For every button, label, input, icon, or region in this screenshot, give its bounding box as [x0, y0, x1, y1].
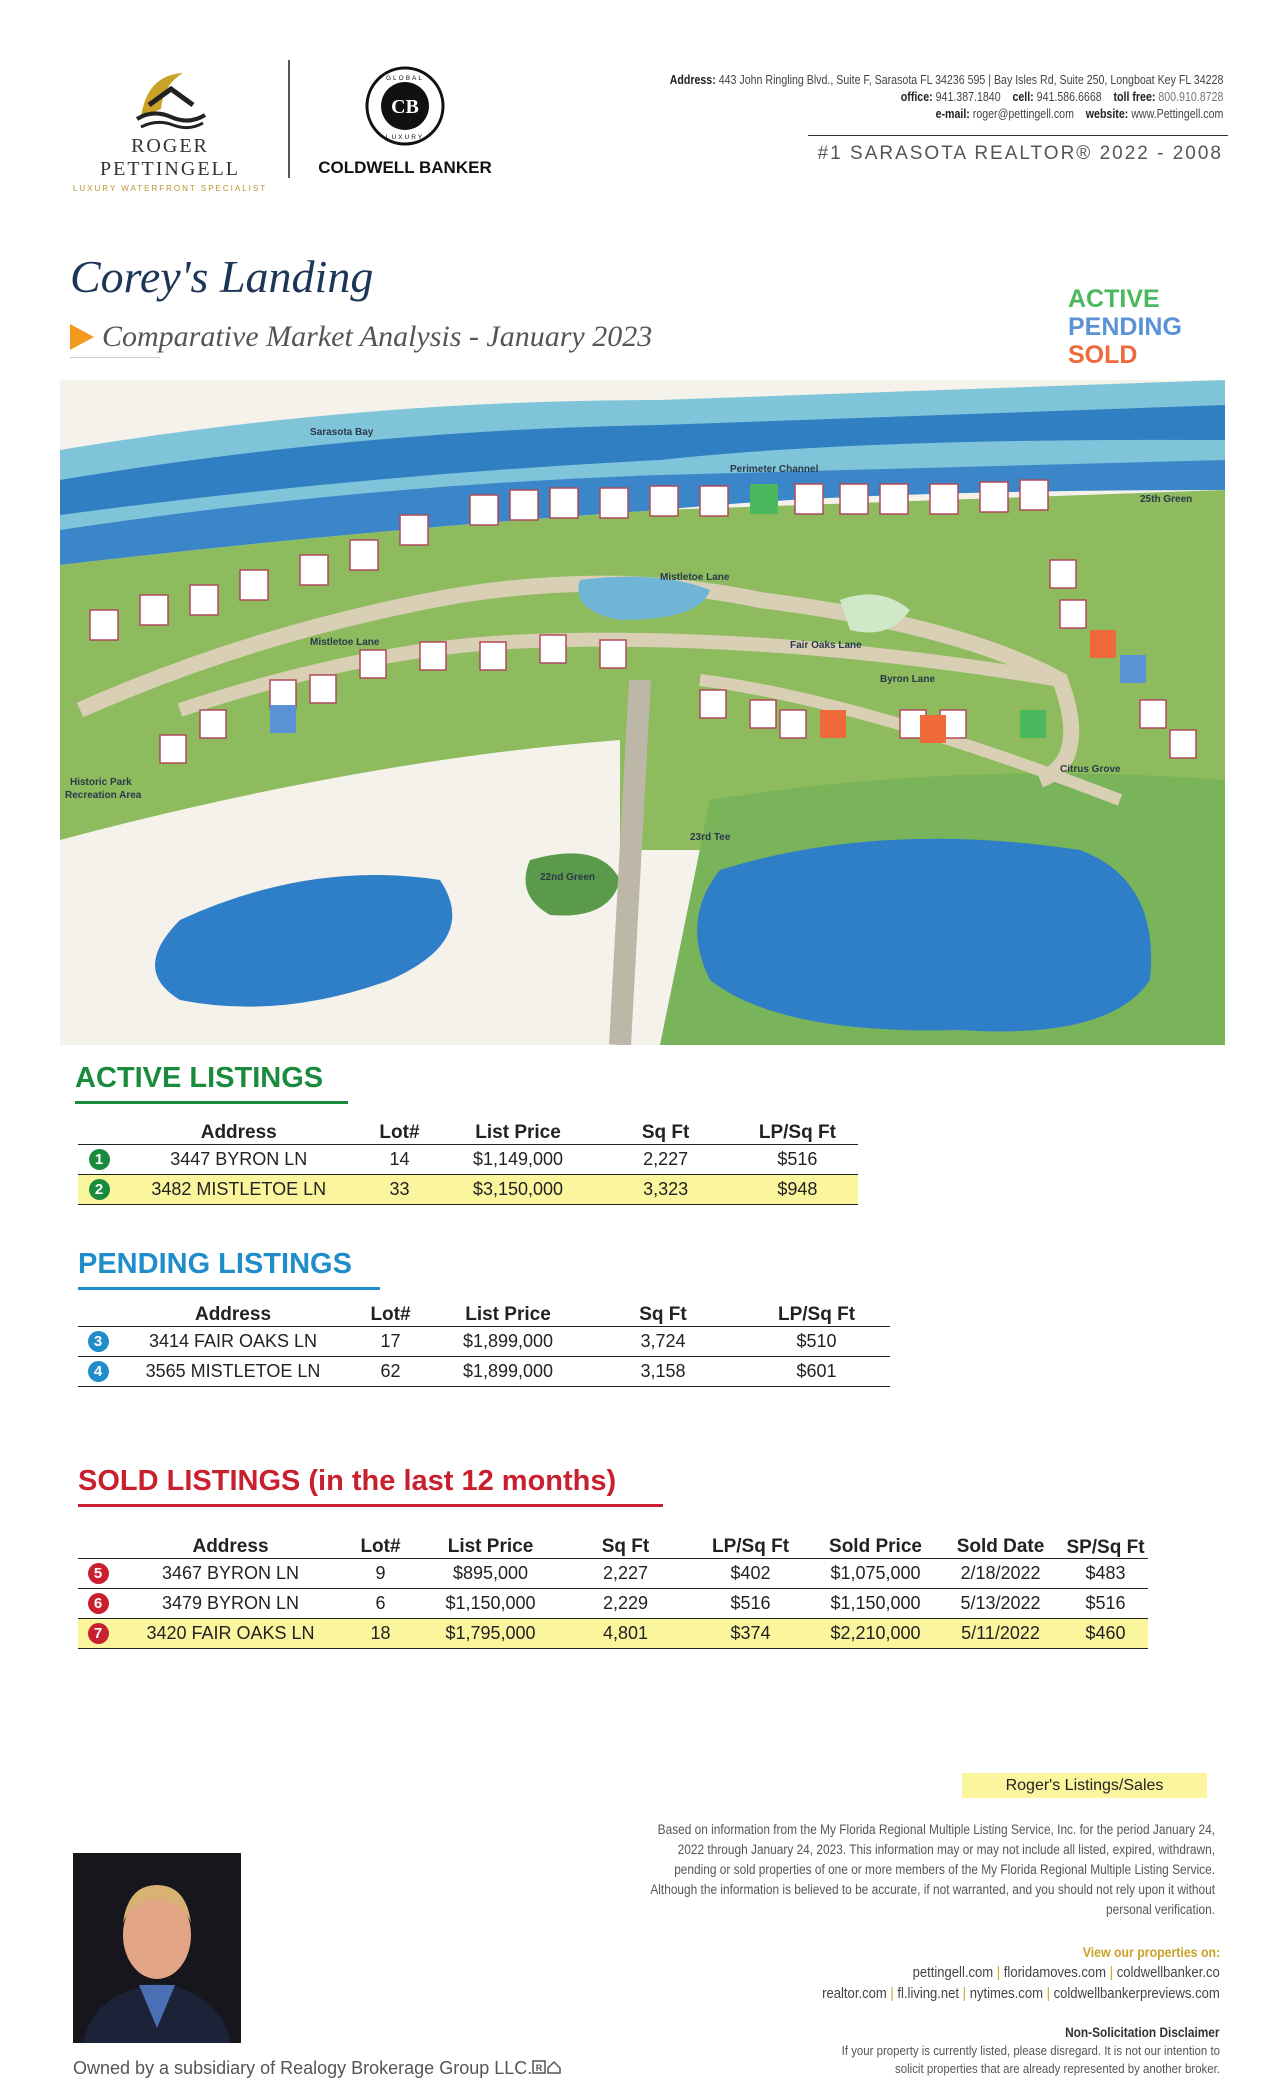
link-nytimes[interactable]: nytimes.com [969, 1986, 1044, 2002]
col-lp-sqft: LP/Sq Ft [711, 1535, 790, 1557]
map-label-park2: Recreation Area [65, 790, 142, 801]
equal-housing-icon [532, 2060, 562, 2074]
col-lot: Lot# [360, 1535, 401, 1557]
cell-address: 3420 FAIR OAKS LN [118, 1618, 343, 1648]
col-address: Address [192, 1535, 269, 1557]
mls-disclaimer: Based on information from the My Florida Regional Multiple Listing Service, Inc. for the period January 24, 2022 through January 24, 2023. This information may or may not include all listed, expired, withdrawn, pending or sold properties of one or more members of the My Florida Regional Multiple Listing Service. Although the information is believed to be accurate, if not warranted, and you should not rely upon it without personal verification. [650, 1822, 1215, 1917]
property-links: pettingell.com | floridamoves.com | coldwellbanker.co realtor.com | fl.living.net | nytimes.com | coldwellbankerpreviews.com [822, 1965, 1220, 2002]
link-pettingell[interactable]: pettingell.com [912, 1965, 994, 1981]
cell-list-price: $1,899,000 [433, 1356, 583, 1386]
table-row [78, 1356, 890, 1386]
ownership-text: Owned by a subsidiary of Realogy Brokerage Group LLC. [73, 2058, 533, 2078]
map-lot-17-pending [1120, 655, 1146, 683]
svg-text:LUXURY: LUXURY [385, 134, 425, 141]
cell-sqft: 2,227 [563, 1558, 688, 1588]
cell-sqft: 2,229 [563, 1588, 688, 1618]
agent-name: ROGER PETTINGELL [100, 135, 240, 180]
cell-list-price: $1,795,000 [418, 1618, 563, 1648]
cell-lp-sqft: $516 [688, 1588, 813, 1618]
cell-lot: 62 [348, 1356, 433, 1386]
cell-address: 3479 BYRON LN [118, 1588, 343, 1618]
cell-list-price: $895,000 [418, 1558, 563, 1588]
pending-table [78, 1300, 890, 1387]
pending-heading-rule [78, 1287, 380, 1290]
map-label-park: Historic Park [70, 777, 132, 788]
ownership-notice [73, 2058, 562, 2079]
cell-lp-sqft: $510 [743, 1326, 890, 1356]
agent-portrait-icon [73, 1853, 241, 2043]
agent-logo [65, 65, 275, 193]
sold-heading-rule [78, 1504, 663, 1507]
table-row [78, 1174, 858, 1204]
col-list-price: List Price [447, 1535, 534, 1557]
subtitle-rule [70, 357, 160, 358]
row-number: 6 [88, 1593, 109, 1614]
svg-text:CB: CB [391, 96, 419, 118]
cell-address: 3482 MISTLETOE LN [120, 1174, 357, 1204]
cell-sqft: 3,323 [594, 1174, 736, 1204]
active-heading-rule [75, 1101, 348, 1104]
logo-divider [288, 60, 290, 178]
cell-sqft: 2,227 [594, 1144, 736, 1174]
contact-block [669, 72, 1223, 123]
link-floridamoves[interactable]: floridamoves.com [1004, 1965, 1107, 1981]
cell-lp-sqft: $374 [688, 1618, 813, 1648]
nonsolicitation-title: Non-Solicitation Disclaimer [1065, 2025, 1220, 2040]
brokerage-name: COLDWELL BANKER [318, 158, 492, 177]
website-link[interactable]: www.Pettingell.com [1130, 107, 1223, 121]
cell-sqft: 4,801 [563, 1618, 688, 1648]
page-title: Corey's Landing [70, 251, 374, 302]
pending-heading: PENDING LISTINGS [78, 1248, 352, 1280]
col-sold-price: Sold Price [829, 1535, 922, 1557]
cell-lot: 17 [348, 1326, 433, 1356]
col-lp-sqft: LP/Sq Ft [777, 1303, 856, 1325]
map-lot-6-sold [820, 710, 846, 738]
cell-lp-sqft: $948 [737, 1174, 858, 1204]
map-label-25th-green: 25th Green [1140, 494, 1193, 505]
cell-lot: 33 [357, 1174, 441, 1204]
col-sqft: Sq Ft [601, 1535, 650, 1557]
link-coldwellbanker[interactable]: coldwellbanker.co [1116, 1965, 1220, 1981]
row-number: 3 [88, 1331, 109, 1352]
tollfree-label: toll free: [1113, 90, 1156, 104]
view-properties-label: View our properties on: [1082, 1944, 1220, 1960]
col-sp-sqft: SP/Sq Ft [1066, 1536, 1145, 1558]
map-label-channel: Perimeter Channel [730, 464, 819, 475]
row-number: 1 [89, 1149, 110, 1170]
tollfree-phone: 800.910.8728 [1158, 90, 1223, 104]
map-label-23rd-tee: 23rd Tee [690, 832, 731, 843]
table-row [78, 1618, 1148, 1648]
col-lot: Lot# [370, 1303, 411, 1325]
col-address: Address [194, 1303, 272, 1325]
sold-heading: SOLD LISTINGS (in the last 12 months) [78, 1465, 617, 1497]
email-label: e-mail: [935, 107, 970, 121]
table-row [78, 1326, 890, 1356]
cell-sold-date: 5/13/2022 [938, 1588, 1063, 1618]
cell-phone: 941.586.6668 [1036, 90, 1102, 104]
active-heading: ACTIVE LISTINGS [75, 1062, 324, 1094]
cell-address: 3565 MISTLETOE LN [118, 1356, 348, 1386]
cell-sp-sqft: $483 [1063, 1558, 1148, 1588]
cell-lp-sqft: $601 [743, 1356, 890, 1386]
cell-list-price: $1,150,000 [418, 1588, 563, 1618]
col-lp-sqft: LP/Sq Ft [758, 1121, 836, 1143]
cell-sold-date: 5/11/2022 [938, 1618, 1063, 1648]
nonsolicitation-text: If your property is currently listed, please disregard. It is not our intention to solicit properties that are already represented by another broker. [841, 2043, 1220, 2076]
cell-sold-price: $1,075,000 [813, 1558, 938, 1588]
ranking-text: #1 SARASOTA REALTOR® 2022 - 2008 [817, 143, 1223, 164]
map-label-bay: Sarasota Bay [310, 427, 374, 438]
map-lot-33-active [750, 484, 778, 514]
row-number: 2 [89, 1179, 110, 1200]
link-realtor[interactable]: realtor.com [822, 1986, 887, 2002]
header-rule [808, 135, 1228, 136]
cell-lp-sqft: $402 [688, 1558, 813, 1588]
legend-active: ACTIVE [1068, 285, 1160, 313]
cell-lot: 6 [343, 1588, 418, 1618]
cell-address: 3414 FAIR OAKS LN [118, 1326, 348, 1356]
cell-lot: 18 [343, 1618, 418, 1648]
agent-photo [73, 1853, 241, 2043]
row-number: 5 [88, 1563, 109, 1584]
link-cbpreviews[interactable]: coldwellbankerpreviews.com [1053, 1986, 1220, 2002]
svg-text:R: R [536, 2063, 543, 2073]
cell-sold-price: $1,150,000 [813, 1588, 938, 1618]
row-number: 4 [88, 1361, 109, 1382]
address-text: 443 John Ringling Blvd., Suite F, Sarasota FL 34236 595 | Bay Isles Rd, Suite 250, Longboat Key FL 34228 [718, 73, 1223, 87]
table-row [78, 1144, 858, 1174]
brokerage-logo [305, 65, 505, 180]
map-label-22nd-green: 22nd Green [540, 872, 596, 883]
map-lot-9-sold [920, 715, 946, 743]
table-row [78, 1558, 1148, 1588]
cell-list-price: $1,899,000 [433, 1326, 583, 1356]
row-number: 7 [88, 1623, 109, 1644]
col-sold-date: Sold Date [956, 1535, 1045, 1557]
legend-pending: PENDING [1068, 313, 1182, 341]
map-label-citrus: Citrus Grove [1060, 764, 1121, 775]
cell-lot: 9 [343, 1558, 418, 1588]
cell-sp-sqft: $516 [1063, 1588, 1148, 1618]
table-row [78, 1588, 1148, 1618]
cell-sold-date: 2/18/2022 [938, 1558, 1063, 1588]
map-lot-18-sold [1090, 630, 1116, 658]
cell-list-price: $3,150,000 [442, 1174, 595, 1204]
cell-sqft: 3,158 [583, 1356, 743, 1386]
col-sqft: Sq Ft [641, 1121, 690, 1143]
col-address: Address [200, 1121, 277, 1143]
link-flliving[interactable]: fl.living.net [897, 1986, 960, 2002]
cell-sold-price: $2,210,000 [813, 1618, 938, 1648]
cell-label: cell: [1012, 90, 1034, 104]
status-legend [1068, 285, 1182, 369]
address-label: Address: [669, 73, 716, 87]
map-label-mistletoe-left: Mistletoe Lane [310, 637, 380, 648]
map-lot-62-pending [270, 705, 296, 733]
map-label-fair-oaks: Fair Oaks Lane [790, 640, 862, 651]
active-table [78, 1118, 858, 1205]
map-label-mistletoe-top: Mistletoe Lane [660, 572, 730, 583]
col-list-price: List Price [475, 1121, 561, 1143]
rogers-listings-badge: Roger's Listings/Sales [962, 1773, 1207, 1798]
office-phone: 941.387.1840 [935, 90, 1001, 104]
legend-sold: SOLD [1068, 341, 1138, 369]
cell-lot: 14 [357, 1144, 441, 1174]
col-list-price: List Price [465, 1303, 551, 1325]
page-subtitle [70, 320, 652, 354]
house-wave-icon [133, 65, 209, 133]
cell-address: 3447 BYRON LN [120, 1144, 357, 1174]
cell-lp-sqft: $516 [737, 1144, 858, 1174]
email-link[interactable]: roger@pettingell.com [972, 107, 1074, 121]
global-luxury-seal-icon [364, 65, 446, 147]
col-lot: Lot# [379, 1121, 420, 1143]
col-sqft: Sq Ft [639, 1303, 687, 1325]
office-label: office: [900, 90, 933, 104]
subtitle-text: Comparative Market Analysis - January 2023 [102, 320, 653, 353]
agent-tagline: LUXURY WATERFRONT SPECIALIST [72, 184, 268, 193]
site-plan-map [60, 380, 1225, 1045]
cell-address: 3467 BYRON LN [118, 1558, 343, 1588]
cell-sqft: 3,724 [583, 1326, 743, 1356]
map-label-byron: Byron Lane [880, 674, 936, 685]
cell-list-price: $1,149,000 [442, 1144, 595, 1174]
map-lot-14-active [1020, 710, 1046, 738]
triangle-bullet-icon [70, 324, 94, 350]
svg-text:GLOBAL: GLOBAL [385, 75, 425, 82]
cell-sp-sqft: $460 [1063, 1618, 1148, 1648]
sold-table [78, 1510, 1148, 1649]
website-label: website: [1085, 107, 1128, 121]
